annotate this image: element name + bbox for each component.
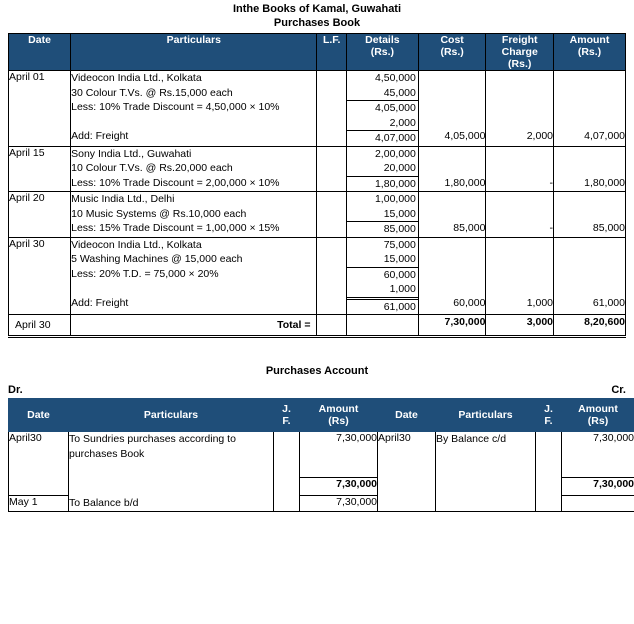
purchases-book-body bbox=[9, 71, 626, 337]
row-cost bbox=[418, 71, 486, 147]
ledger-debit-amount: 7,30,000 bbox=[300, 478, 378, 496]
ledger-credit-jf bbox=[536, 496, 562, 512]
ledger-col-header-date-cr: Date bbox=[378, 399, 436, 432]
ledger-col-header-amount-cr bbox=[562, 399, 634, 432]
details-value: 2,000 bbox=[389, 116, 416, 129]
particulars-line: Add: Freight bbox=[71, 130, 129, 142]
col-header-details-line2: (Rs.) bbox=[370, 46, 395, 58]
ledger-row bbox=[9, 478, 634, 496]
row-date: April 30 bbox=[9, 237, 71, 315]
ledger-col-header-amount-dr bbox=[300, 399, 378, 432]
row-freight-charge-value: - bbox=[549, 222, 553, 234]
ledger-credit-particulars bbox=[436, 496, 536, 512]
col-header-particulars: Particulars bbox=[71, 34, 317, 71]
col-header-cost bbox=[418, 34, 486, 71]
row-amount bbox=[554, 71, 626, 147]
total-row-label: Total = bbox=[71, 315, 317, 337]
particulars-line: 5 Washing Machines @ 15,000 each bbox=[71, 253, 243, 265]
col-header-lf: L.F. bbox=[317, 34, 346, 71]
particulars-line: Add: Freight bbox=[71, 296, 129, 309]
ledger-amount-cr-line1: Amount bbox=[578, 403, 618, 415]
total-row-cost: 7,30,000 bbox=[418, 315, 486, 337]
details-value: 1,00,000 bbox=[374, 193, 416, 205]
col-header-date: Date bbox=[9, 34, 71, 71]
row-cost bbox=[418, 146, 486, 192]
details-value: 15,000 bbox=[383, 207, 416, 220]
book-title-line-2: Purchases Book bbox=[273, 17, 361, 29]
ledger-debit-date: April30 bbox=[9, 432, 69, 478]
col-header-freight-line2: Charge bbox=[501, 46, 538, 58]
ledger-debit-particulars: To Sundries purchases according to purchases Book bbox=[69, 432, 274, 478]
col-header-freight-charge bbox=[486, 34, 554, 71]
particulars-line: Less: 15% Trade Discount = 1,00,000 × 15% bbox=[71, 222, 280, 234]
ledger-debit-jf bbox=[274, 496, 300, 512]
row-cost-value: 4,05,000 bbox=[444, 130, 486, 142]
ledger-amount-dr-line2: (Rs) bbox=[328, 415, 349, 427]
row-date: April 20 bbox=[9, 192, 71, 238]
row-cost bbox=[418, 237, 486, 315]
row-date: April 01 bbox=[9, 71, 71, 147]
ledger-jf-dr-line1: J. bbox=[282, 403, 291, 415]
ledger-debit-amount: 7,30,000 bbox=[300, 432, 378, 478]
row-details bbox=[346, 71, 418, 147]
row-particulars bbox=[71, 192, 317, 238]
purchases-book-row bbox=[9, 237, 626, 315]
row-amount bbox=[554, 237, 626, 315]
col-header-amount bbox=[554, 34, 626, 71]
col-header-cost-line2: (Rs.) bbox=[440, 46, 464, 58]
row-amount bbox=[554, 192, 626, 238]
col-header-freight-line3: (Rs.) bbox=[508, 58, 532, 70]
row-amount-value: 1,80,000 bbox=[584, 176, 625, 189]
ledger-col-header-particulars-cr: Particulars bbox=[436, 399, 536, 432]
details-value: 61,000 bbox=[347, 297, 418, 315]
ledger-credit-particulars bbox=[436, 478, 536, 496]
details-value: 1,000 bbox=[389, 283, 416, 295]
details-value: 4,50,000 bbox=[374, 72, 416, 84]
dr-label: Dr. bbox=[8, 384, 23, 396]
row-cost-value: 1,80,000 bbox=[444, 176, 486, 189]
ledger-credit-amount bbox=[562, 496, 634, 512]
total-row-amount: 8,20,600 bbox=[554, 315, 626, 337]
ledger-body bbox=[9, 432, 634, 512]
row-freight-charge-value: 1,000 bbox=[526, 296, 553, 309]
details-value: 20,000 bbox=[383, 162, 416, 174]
details-value: 15,000 bbox=[383, 253, 416, 265]
ledger-debit-date bbox=[9, 478, 69, 496]
ledger-title: Purchases Account bbox=[265, 365, 369, 377]
particulars-line: Less: 20% T.D. = 75,000 × 20% bbox=[71, 267, 219, 280]
total-row-lf bbox=[317, 315, 346, 337]
particulars-line bbox=[71, 115, 316, 130]
col-header-cost-line1: Cost bbox=[440, 34, 464, 46]
purchases-account-table bbox=[8, 398, 634, 512]
particulars-line: 30 Colour T.Vs. @ Rs.15,000 each bbox=[71, 86, 233, 99]
row-amount bbox=[554, 146, 626, 192]
row-amount-value: 85,000 bbox=[592, 222, 625, 234]
ledger-debit-jf bbox=[274, 478, 300, 496]
col-header-details bbox=[346, 34, 418, 71]
row-freight-charge bbox=[486, 192, 554, 238]
ledger-credit-date bbox=[378, 478, 436, 496]
ledger-col-header-jf-dr bbox=[274, 399, 300, 432]
purchases-book-row bbox=[9, 192, 626, 238]
details-value: 85,000 bbox=[347, 221, 418, 237]
ledger-row bbox=[9, 432, 634, 478]
ledger-debit-particulars: To Balance b/d bbox=[69, 496, 274, 512]
row-amount-value: 61,000 bbox=[592, 296, 625, 309]
particulars-line: 10 Colour T.Vs. @ Rs.20,000 each bbox=[71, 162, 233, 174]
purchases-book-row bbox=[9, 146, 626, 192]
ledger-col-header-particulars-dr: Particulars bbox=[69, 399, 274, 432]
total-row-details bbox=[346, 315, 418, 337]
ledger-credit-date bbox=[378, 496, 436, 512]
ledger-credit-jf bbox=[536, 478, 562, 496]
ledger-col-header-jf-cr bbox=[536, 399, 562, 432]
ledger-debit-date: May 1 bbox=[9, 496, 69, 512]
book-title-line-1: Inthe Books of Kamal, Guwahati bbox=[232, 3, 402, 15]
row-details bbox=[346, 146, 418, 192]
details-value: 1,80,000 bbox=[347, 176, 418, 192]
particulars-line: Videocon India Ltd., Kolkata bbox=[71, 72, 202, 84]
ledger-jf-dr-line2: F. bbox=[282, 415, 291, 427]
particulars-line: 10 Music Systems @ Rs.10,000 each bbox=[71, 207, 247, 220]
ledger-credit-particulars: By Balance c/d bbox=[436, 432, 536, 478]
ledger-header-row bbox=[9, 399, 634, 432]
ledger-debit-amount: 7,30,000 bbox=[300, 496, 378, 512]
section-spacer bbox=[8, 338, 626, 364]
row-particulars bbox=[71, 237, 317, 315]
details-stack bbox=[347, 192, 418, 237]
details-value: 2,00,000 bbox=[374, 147, 416, 160]
col-header-details-line1: Details bbox=[365, 34, 400, 46]
row-date: April 15 bbox=[9, 146, 71, 192]
particulars-line: Less: 10% Trade Discount = 2,00,000 × 10% bbox=[71, 176, 280, 189]
total-row-freight-charge: 3,000 bbox=[486, 315, 554, 337]
row-lf bbox=[317, 146, 346, 192]
ledger-credit-amount: 7,30,000 bbox=[562, 478, 634, 496]
details-value: 4,05,000 bbox=[347, 100, 418, 116]
ledger-amount-cr-line2: (Rs) bbox=[587, 415, 609, 427]
row-cost-value: 85,000 bbox=[453, 222, 486, 234]
total-row-date: April 30 bbox=[9, 315, 71, 337]
row-lf bbox=[317, 237, 346, 315]
ledger-jf-cr-line2: F. bbox=[544, 415, 553, 427]
ledger-credit-date: April30 bbox=[378, 432, 436, 478]
ledger-jf-cr-line1: J. bbox=[544, 403, 553, 415]
particulars-line: Sony India Ltd., Guwahati bbox=[71, 147, 192, 160]
details-stack bbox=[347, 71, 418, 146]
ledger-section bbox=[0, 398, 634, 512]
row-freight-charge bbox=[486, 71, 554, 147]
details-value: 45,000 bbox=[383, 86, 416, 99]
purchases-book-row bbox=[9, 71, 626, 147]
row-details bbox=[346, 192, 418, 238]
details-stack bbox=[347, 147, 418, 192]
ledger-debit-jf bbox=[274, 432, 300, 478]
details-value: 4,07,000 bbox=[347, 130, 418, 146]
col-header-amount-line2: (Rs.) bbox=[577, 46, 602, 58]
cr-label: Cr. bbox=[611, 384, 626, 396]
row-cost-value: 60,000 bbox=[453, 296, 486, 309]
row-lf bbox=[317, 192, 346, 238]
particulars-line: Less: 10% Trade Discount = 4,50,000 × 10% bbox=[71, 101, 280, 113]
ledger-credit-jf bbox=[536, 432, 562, 478]
purchases-book-total-row bbox=[9, 315, 626, 337]
ledger-col-header-date-dr: Date bbox=[9, 399, 69, 432]
purchases-book-table bbox=[8, 33, 626, 338]
row-freight-charge-value: 2,000 bbox=[526, 130, 553, 142]
ledger-debit-particulars bbox=[69, 478, 274, 496]
ledger-credit-amount: 7,30,000 bbox=[562, 432, 634, 478]
row-particulars bbox=[71, 146, 317, 192]
row-freight-charge bbox=[486, 237, 554, 315]
col-header-amount-line1: Amount bbox=[569, 34, 610, 46]
particulars-line bbox=[71, 281, 316, 296]
debit-credit-labels bbox=[0, 384, 634, 398]
particulars-line: Music India Ltd., Delhi bbox=[71, 193, 175, 205]
purchases-book-header-row bbox=[9, 34, 626, 71]
ledger-amount-dr-line1: Amount bbox=[318, 403, 359, 415]
details-stack bbox=[347, 238, 418, 315]
details-value: 60,000 bbox=[347, 267, 418, 283]
particulars-line: Videocon India Ltd., Kolkata bbox=[71, 238, 202, 251]
row-particulars bbox=[71, 71, 317, 147]
details-value: 75,000 bbox=[383, 238, 416, 251]
row-amount-value: 4,07,000 bbox=[584, 130, 625, 142]
row-lf bbox=[317, 71, 346, 147]
row-freight-charge-value: - bbox=[549, 176, 553, 189]
ledger-row bbox=[9, 496, 634, 512]
row-details bbox=[346, 237, 418, 315]
col-header-freight-line1: Freight bbox=[501, 34, 538, 46]
row-cost bbox=[418, 192, 486, 238]
row-freight-charge bbox=[486, 146, 554, 192]
